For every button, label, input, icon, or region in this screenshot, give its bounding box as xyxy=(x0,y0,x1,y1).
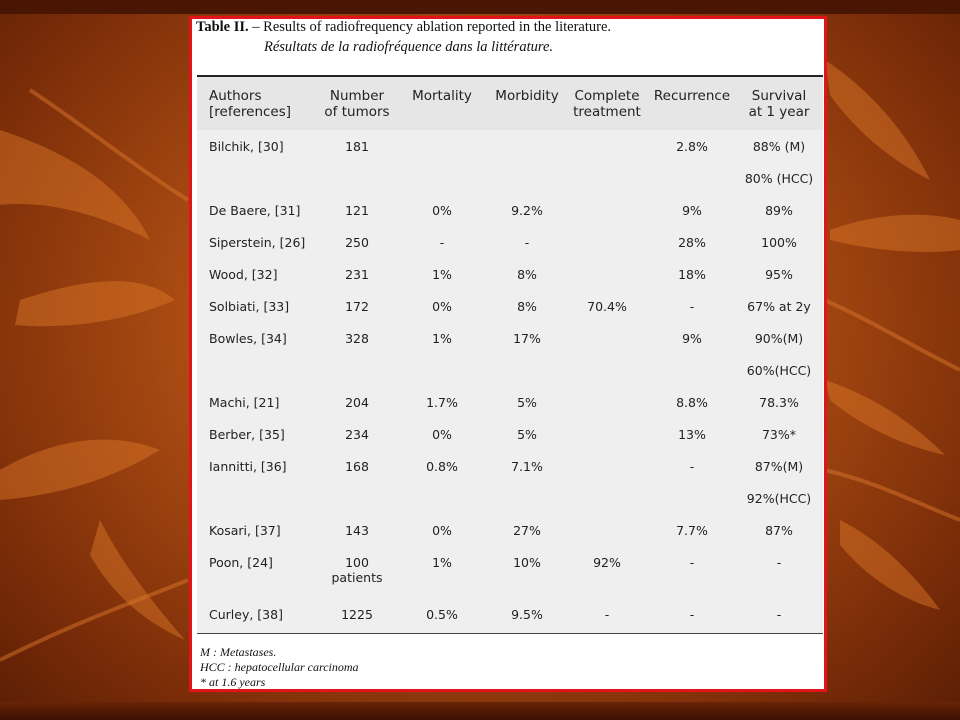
table-label: Table II. xyxy=(196,19,249,35)
cell-number: 121 xyxy=(345,203,369,218)
table-title: – Results of radiofrequency ablation reported in the literature. xyxy=(248,19,612,35)
cell-recurrence: 2.8% xyxy=(676,139,708,154)
table-frame xyxy=(189,16,827,692)
cell-mortality: 0% xyxy=(432,427,452,442)
cell-mortality: 0% xyxy=(432,523,452,538)
header-survival xyxy=(734,88,824,120)
cell-recurrence: - xyxy=(689,299,695,314)
cell-author: Kosari, [37] xyxy=(209,523,281,538)
table-row xyxy=(197,354,823,386)
cell-number: 100 patients xyxy=(331,555,383,585)
footnote-metastases: M : Metastases. xyxy=(200,645,277,659)
cell-recurrence: 8.8% xyxy=(676,395,708,410)
table-row xyxy=(197,386,823,418)
cell-survival: 89% xyxy=(765,203,793,218)
cell-author: Iannitti, [36] xyxy=(209,459,287,474)
cell-author: Bilchik, [30] xyxy=(209,139,284,154)
table-header xyxy=(197,75,823,132)
table-row xyxy=(197,322,823,354)
cell-survival: 67% at 2y xyxy=(747,299,811,314)
table-row xyxy=(197,226,823,258)
cell-morbidity: 10% xyxy=(513,555,541,570)
cell-survival: 88% (M) xyxy=(752,139,806,154)
cell-number: 250 xyxy=(345,235,369,250)
cell-number: 168 xyxy=(345,459,369,474)
header-morbidity-line1: Morbidity xyxy=(495,88,559,104)
cell-author: Solbiati, [33] xyxy=(209,299,290,314)
cell-mortality: 0% xyxy=(432,299,452,314)
table-row xyxy=(197,194,823,226)
header-mortality xyxy=(397,88,487,104)
cell-survival: - xyxy=(776,607,782,622)
cell-survival: 87%(M) xyxy=(754,459,804,474)
footnote-hcc: HCC : hepatocellular carcinoma xyxy=(200,660,359,674)
cell-morbidity: 17% xyxy=(513,331,541,346)
cell-number: 172 xyxy=(345,299,369,314)
cell-survival: 73%* xyxy=(761,427,797,442)
cell-mortality: 0.8% xyxy=(426,459,458,474)
cell-number: 328 xyxy=(345,331,369,346)
header-mortality-line1: Mortality xyxy=(412,88,472,104)
cell-complete: - xyxy=(604,607,610,622)
cell-morbidity: 9.2% xyxy=(511,203,543,218)
cell-number: 143 xyxy=(345,523,369,538)
cell-morbidity: 8% xyxy=(517,267,537,282)
cell-survival: 92%(HCC) xyxy=(746,491,812,506)
cell-number: 231 xyxy=(345,267,369,282)
table-row xyxy=(197,258,823,290)
bottom-band xyxy=(0,702,960,720)
cell-author: Siperstein, [26] xyxy=(209,235,306,250)
table-row xyxy=(197,514,823,546)
cell-recurrence: - xyxy=(689,459,695,474)
cell-recurrence: - xyxy=(689,607,695,622)
table-body xyxy=(197,130,823,633)
cell-survival: 100% xyxy=(761,235,797,250)
table-bottom-rule xyxy=(197,633,823,634)
header-number-line1: Number xyxy=(329,88,385,104)
cell-author: Poon, [24] xyxy=(209,555,273,570)
cell-survival: 95% xyxy=(765,267,793,282)
cell-morbidity: 7.1% xyxy=(511,459,543,474)
header-authors-line1: Authors xyxy=(209,88,262,104)
table-caption xyxy=(196,19,611,36)
cell-author: Bowles, [34] xyxy=(209,331,287,346)
header-recurrence-line1: Recurrence xyxy=(653,88,731,104)
cell-mortality: 1% xyxy=(432,331,452,346)
table-subtitle: Résultats de la radiofréquence dans la littérature. xyxy=(264,39,554,55)
cell-recurrence: 18% xyxy=(678,267,706,282)
table-row xyxy=(197,598,823,630)
cell-morbidity: 5% xyxy=(517,427,537,442)
cell-author: Berber, [35] xyxy=(209,427,285,442)
cell-number: 204 xyxy=(345,395,369,410)
header-survival-line2: at 1 year xyxy=(748,104,810,120)
cell-author: Curley, [38] xyxy=(209,607,283,622)
cell-author: Machi, [21] xyxy=(209,395,280,410)
header-number-line2: of tumors xyxy=(324,104,390,120)
header-complete xyxy=(562,88,652,120)
header-survival-line1: Survival xyxy=(751,88,807,104)
table-row xyxy=(197,546,823,592)
cell-morbidity: 27% xyxy=(513,523,541,538)
header-recurrence xyxy=(647,88,737,104)
cell-number: 1225 xyxy=(341,607,373,622)
cell-survival: 90%(M) xyxy=(754,331,804,346)
cell-recurrence: 13% xyxy=(678,427,706,442)
header-authors xyxy=(209,88,329,120)
table-row xyxy=(197,450,823,482)
cell-author: De Baere, [31] xyxy=(209,203,301,218)
header-complete-line2: treatment xyxy=(573,104,641,120)
cell-morbidity: 5% xyxy=(517,395,537,410)
cell-mortality: 0% xyxy=(432,203,452,218)
cell-survival: 87% xyxy=(765,523,793,538)
table-row xyxy=(197,162,823,194)
cell-survival: - xyxy=(776,555,782,570)
cell-author: Wood, [32] xyxy=(209,267,278,282)
cell-mortality: - xyxy=(439,235,445,250)
table-row xyxy=(197,130,823,162)
table-row xyxy=(197,290,823,322)
footnote-asterisk: * at 1.6 years xyxy=(200,675,266,689)
table-row xyxy=(197,482,823,514)
cell-survival: 78.3% xyxy=(759,395,799,410)
cell-complete: 70.4% xyxy=(587,299,627,314)
cell-mortality: 1.7% xyxy=(426,395,458,410)
header-authors-line2: [references] xyxy=(209,104,292,120)
cell-recurrence: 28% xyxy=(678,235,706,250)
cell-number: 234 xyxy=(345,427,369,442)
cell-recurrence: 9% xyxy=(682,331,702,346)
cell-number: 181 xyxy=(345,139,369,154)
cell-morbidity: 9.5% xyxy=(511,607,543,622)
cell-complete: 92% xyxy=(593,555,621,570)
cell-survival: 60%(HCC) xyxy=(746,363,812,378)
table-row xyxy=(197,418,823,450)
header-complete-line1: Complete xyxy=(574,88,640,104)
cell-mortality: 0.5% xyxy=(426,607,458,622)
cell-morbidity: - xyxy=(524,235,530,250)
cell-morbidity: 8% xyxy=(517,299,537,314)
cell-survival: 80% (HCC) xyxy=(744,171,814,186)
cell-mortality: 1% xyxy=(432,555,452,570)
cell-recurrence: - xyxy=(689,555,695,570)
header-number xyxy=(312,88,402,120)
cell-recurrence: 7.7% xyxy=(676,523,708,538)
cell-recurrence: 9% xyxy=(682,203,702,218)
cell-mortality: 1% xyxy=(432,267,452,282)
header-morbidity xyxy=(482,88,572,104)
